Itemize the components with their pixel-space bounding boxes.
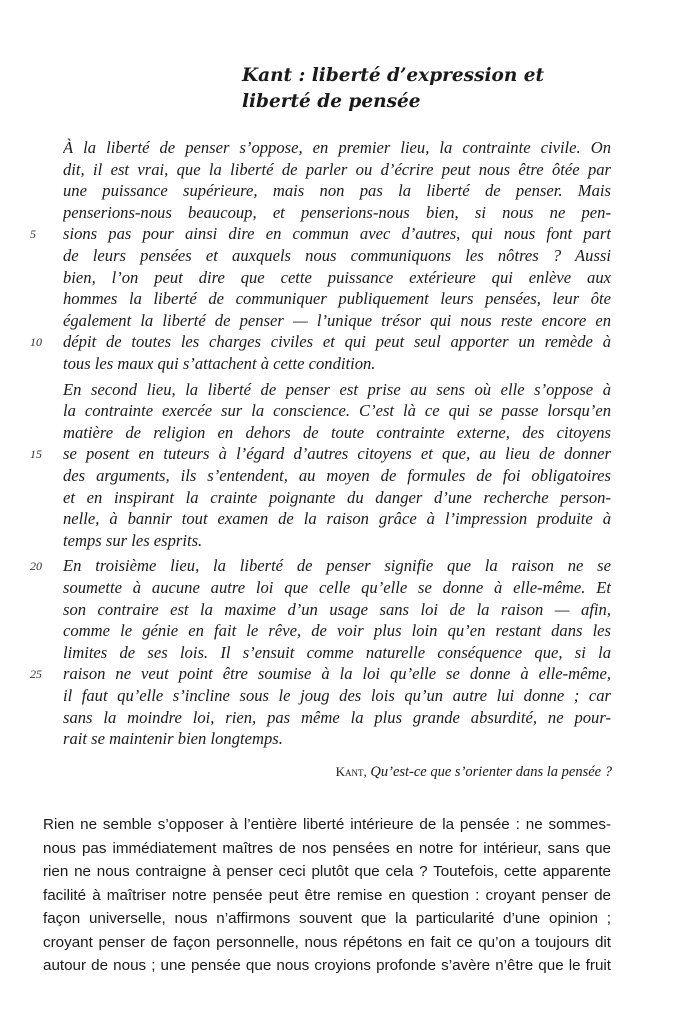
excerpt-line: il faut qu’elle s’incline sous le joug des lois qu’un autre lui donne ; car <box>63 686 611 705</box>
excerpt-line: de leurs pensées et auxquels nous communiquons les nôtres ? Aussi <box>63 246 611 265</box>
excerpt-line: des arguments, ils s’entendent, au moyen de formules de foi obligatoires <box>63 466 611 485</box>
commentary-line: façon universelle, nous n’affirmons souvent que la particularité d’une opinion ; <box>43 910 611 927</box>
commentary-line: facilité à maîtriser notre pensée peut être remise en question : croyant penser de <box>43 886 611 904</box>
excerpt-line: une puissance supérieure, mais non pas la liberté de penser. Mais <box>63 181 611 201</box>
excerpt-line: En troisième lieu, la liberté de penser signifie que la raison ne se <box>63 556 611 576</box>
excerpt-line: se posent en tuteurs à l’égard d’autres citoyens et que, au lieu de donner <box>63 444 611 464</box>
commentary-line: Rien ne semble s’opposer à l’entière liberté intérieure de la pensée : ne sommes- <box>43 816 611 833</box>
citation-author: Kant, <box>335 764 367 779</box>
excerpt-line: la contrainte exercée sur la conscience. C’est là ce qui se passe lorsqu’en <box>63 401 611 421</box>
excerpt-line: également la liberté de penser — l’unique trésor qui nous reste encore en <box>63 310 611 330</box>
excerpt-line: temps sur les esprits. <box>63 530 203 550</box>
title-line-1: Kant : liberté d’expression et <box>242 65 545 86</box>
excerpt-line: En second lieu, la liberté de penser est prise au sens où elle s’oppose à <box>63 379 611 399</box>
excerpt-line: raison ne veut point être soumise à la loi qu’elle se donne à elle-même, <box>63 664 611 684</box>
excerpt-line: hommes la liberté de communiquer publiquement leurs pensées, leur ôte <box>63 289 611 309</box>
excerpt-line: penserions-nous beaucoup, et penserions-nous bien, si nous ne pen- <box>63 202 611 222</box>
excerpt-line: limites de ses lois. Il s’ensuit comme naturelle conséquence que, si la <box>63 642 611 662</box>
excerpt-citation <box>336 761 612 783</box>
excerpt-line: rait se maintenir bien longtemps. <box>63 729 283 749</box>
commentary-line: rien ne nous contraigne à penser ceci plutôt que cela ? Toutefois, cette apparente <box>43 863 611 880</box>
excerpt-line: bien, l’on peut dire que cette puissance extérieure qui enlève aux <box>63 267 611 287</box>
excerpt-line: nelle, à bannir tout examen de la raison grâce à l’impression produite à <box>63 509 611 529</box>
commentary-line: croyant penser de façon personnelle, nous répétons en fait ce qu’on a toujours dit <box>43 933 611 951</box>
excerpt-line: et en inspirant la crainte poignante du danger d’une recherche person- <box>63 487 611 507</box>
line-number: 5 <box>30 227 36 242</box>
excerpt-line: dit, il est vrai, que la liberté de parler ou d’écrire peut nous être ôtée par <box>63 159 611 179</box>
line-number: 15 <box>30 447 42 462</box>
excerpt-title <box>242 63 544 115</box>
citation-work: Qu’est-ce que s’orienter dans la pensée ? <box>370 764 612 780</box>
excerpt-line: dépit de toutes les charges civiles et qui peut seul apporter un remède à <box>63 332 611 352</box>
excerpt-line: sans la moindre loi, rien, pas même la plus grande absurdité, ne pour- <box>63 707 611 727</box>
commentary-line: nous pas immédiatement maîtres de nos pensées en notre for intérieur, sans que <box>43 839 611 857</box>
excerpt-line: À la liberté de penser s’oppose, en premier lieu, la contrainte civile. On <box>63 138 611 157</box>
excerpt-line: tous les maux qui s’attachent à cette condition. <box>63 354 376 373</box>
title-line-2: liberté de pensée <box>242 91 421 112</box>
line-number: 10 <box>30 335 42 350</box>
excerpt-line: comme le génie en fait le rêve, de voir plus loin qu’en restant dans les <box>63 621 611 641</box>
excerpt-line: matière de religion en dehors de toute contrainte externe, des citoyens <box>63 422 611 442</box>
excerpt-line: sions pas pour ainsi dire en commun avec d’autres, qui nous font part <box>63 224 611 244</box>
excerpt-line: soumette à aucune autre loi que celle qu’elle se donne à elle-même. Et <box>63 578 611 597</box>
excerpt-line: son contraire est la maxime d’un usage sans loi de la raison — afin, <box>63 599 611 619</box>
commentary-line: autour de nous ; une pensée que nous croyions profonde s’avère n’être que le fruit <box>43 957 611 974</box>
line-number: 20 <box>30 559 42 574</box>
line-number: 25 <box>30 667 42 682</box>
